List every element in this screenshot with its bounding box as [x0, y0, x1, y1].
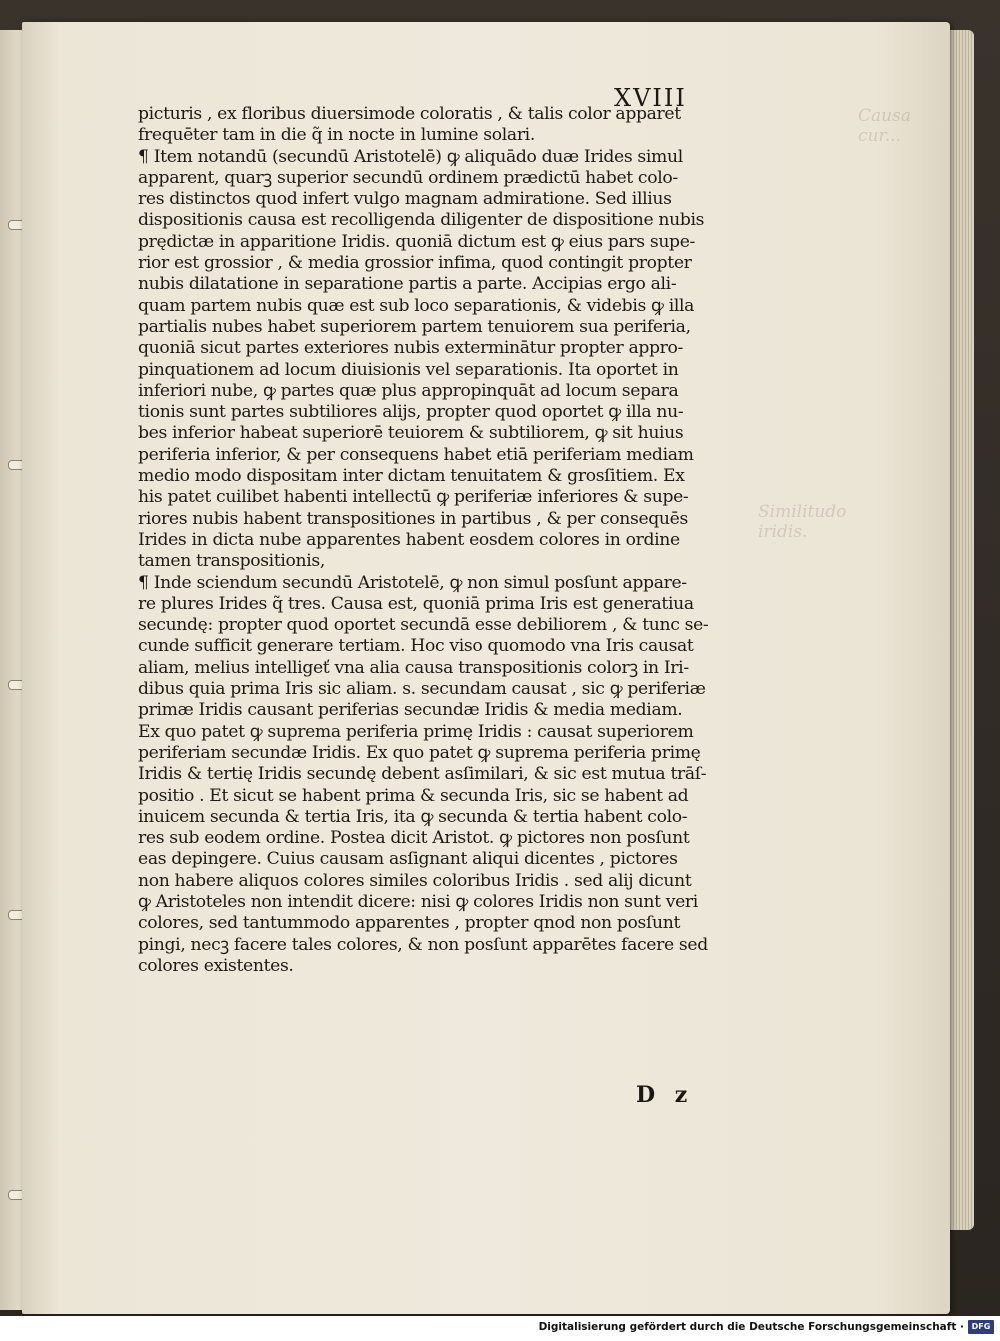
text-line: non habere aliquos colores similes coloribus Iridis . sed alij dicunt	[138, 870, 692, 891]
text-line: bes inferior habeat superiorē teuiorem & subtiliorem, ꝙ sit huius	[138, 423, 684, 444]
text-line: dibus quia prima Iris sic aliam. s. secundam causat , sic ꝙ periferiæ	[138, 679, 706, 700]
text-line: inuicem secunda & tertia Iris, ita ꝙ secunda & tertia habent colo-	[138, 806, 688, 827]
page-edge-stack	[948, 30, 974, 1230]
text-line: positio . Et sicut se habent prima & secunda Iris, sic se habent ad	[138, 785, 689, 806]
text-line: nubis dilatatione in separatione partis a parte. Accipias ergo ali-	[138, 274, 677, 295]
text-line: inferiori nube, ꝙ partes quæ plus appropinquāt ad locum separa	[138, 380, 679, 401]
text-line: picturis , ex floribus diuersimode coloratis , & talis color apparet	[138, 104, 681, 124]
text-line: ¶ Item notandū (secundū Aristotelē) ꝙ aliquādo duæ Irides simul	[138, 146, 683, 167]
footer-credit: Digitalisierung gefördert durch die Deutsche Forschungsgemeinschaft ·	[538, 1321, 964, 1333]
text-line: partialis nubes habet superiorem partem tenuiorem sua periferia,	[138, 316, 691, 337]
text-line: secundę: propter quod oportet secundā esse debiliorem , & tunc se-	[138, 615, 709, 636]
folio-number: XVIII	[614, 84, 687, 112]
text-line: aliam, melius intelligeť vna alia causa transpositionis colorꝫ in Iri-	[138, 657, 689, 678]
text-line: tionis sunt partes subtiliores alijs, propter quod oportet ꝙ illa nu-	[138, 402, 684, 423]
text-line: riores nubis habent transpositiones in partibus , & per consequēs	[138, 508, 688, 529]
text-line: apparent, quarꝫ superior secundū ordinem prædictū habet colo-	[138, 167, 678, 188]
text-line: ¶ Inde sciendum secundū Aristotelē, ꝙ non simul posſunt appare-	[138, 572, 687, 593]
text-line: eas depingere. Cuius causam asſignant aliqui dicentes , pictores	[138, 849, 678, 870]
text-line: res distinctos quod infert vulgo magnam admiratione. Sed illius	[138, 189, 672, 210]
text-line: Ex quo patet ꝙ suprema periferia primę Iridis : causat superiorem	[138, 721, 694, 742]
body-text	[138, 104, 742, 977]
text-line: Iridis & tertię Iridis secundę debent asſimilari, & sic est mutua trāſ-	[138, 764, 707, 785]
text-line: colores, sed tantummodo apparentes , propter qnod non posſunt	[138, 913, 681, 934]
text-line: prędictæ in apparitione Iridis. quoniā dictum est ꝙ eius pars supe-	[138, 231, 695, 252]
text-line: periferiam secundæ Iridis. Ex quo patet ꝙ suprema periferia primę	[138, 742, 701, 763]
bleed-through-note: Similitudo iridis.	[758, 502, 847, 542]
bleed-through-note: Causa cur...	[858, 106, 911, 146]
text-line: pinquationem ad locum diuisionis vel separationis. Ita oportet in	[138, 359, 679, 380]
text-line: medio modo dispositam inter dictam tenuitatem & grosſitiem. Ex	[138, 466, 685, 487]
text-line: Irides in dicta nube apparentes habent eosdem colores in ordine	[138, 529, 680, 550]
text-line: colores existentes.	[138, 955, 294, 976]
text-line: his patet cuilibet habenti intellectū ꝙ periferiæ inferiores & supe-	[138, 487, 689, 508]
text-line: dispositionis causa est recolligenda diligenter de dispositione nubis	[138, 210, 705, 231]
text-line: cunde sufficit generare tertiam. Hoc viso quomodo vna Iris causat	[138, 636, 694, 657]
text-line: rior est grossior , & media grossior infima, quod contingit propter	[138, 253, 692, 274]
text-line: frequēter tam in die q̃ in nocte in lumine solari.	[138, 125, 535, 146]
text-line: ꝙ Aristoteles non intendit dicere: nisi ꝙ colores Iridis non sunt veri	[138, 891, 698, 912]
text-line: res sub eodem ordine. Postea dicit Aristot. ꝙ pictores non posſunt	[138, 828, 690, 849]
text-line: tamen transpositionis,	[138, 551, 325, 572]
signature-mark: D z	[636, 1082, 694, 1108]
dfg-logo-icon: DFG	[968, 1320, 994, 1334]
text-line: quoniā sicut partes exteriores nubis exterminātur propter appro-	[138, 338, 683, 359]
text-line: pingi, necꝫ facere tales colores, & non posſunt apparētes facere sed	[138, 934, 708, 955]
text-line: re plures Irides q̃ tres. Causa est, quoniā prima Iris est generatiua	[138, 593, 694, 614]
text-line: primæ Iridis causant periferias secundæ Iridis & media mediam.	[138, 700, 683, 721]
text-line: periferia inferior, & per consequens habet etiā periferiam mediam	[138, 444, 694, 465]
text-line: quam partem nubis quæ est sub loco separationis, & videbis ꝙ illa	[138, 295, 695, 316]
